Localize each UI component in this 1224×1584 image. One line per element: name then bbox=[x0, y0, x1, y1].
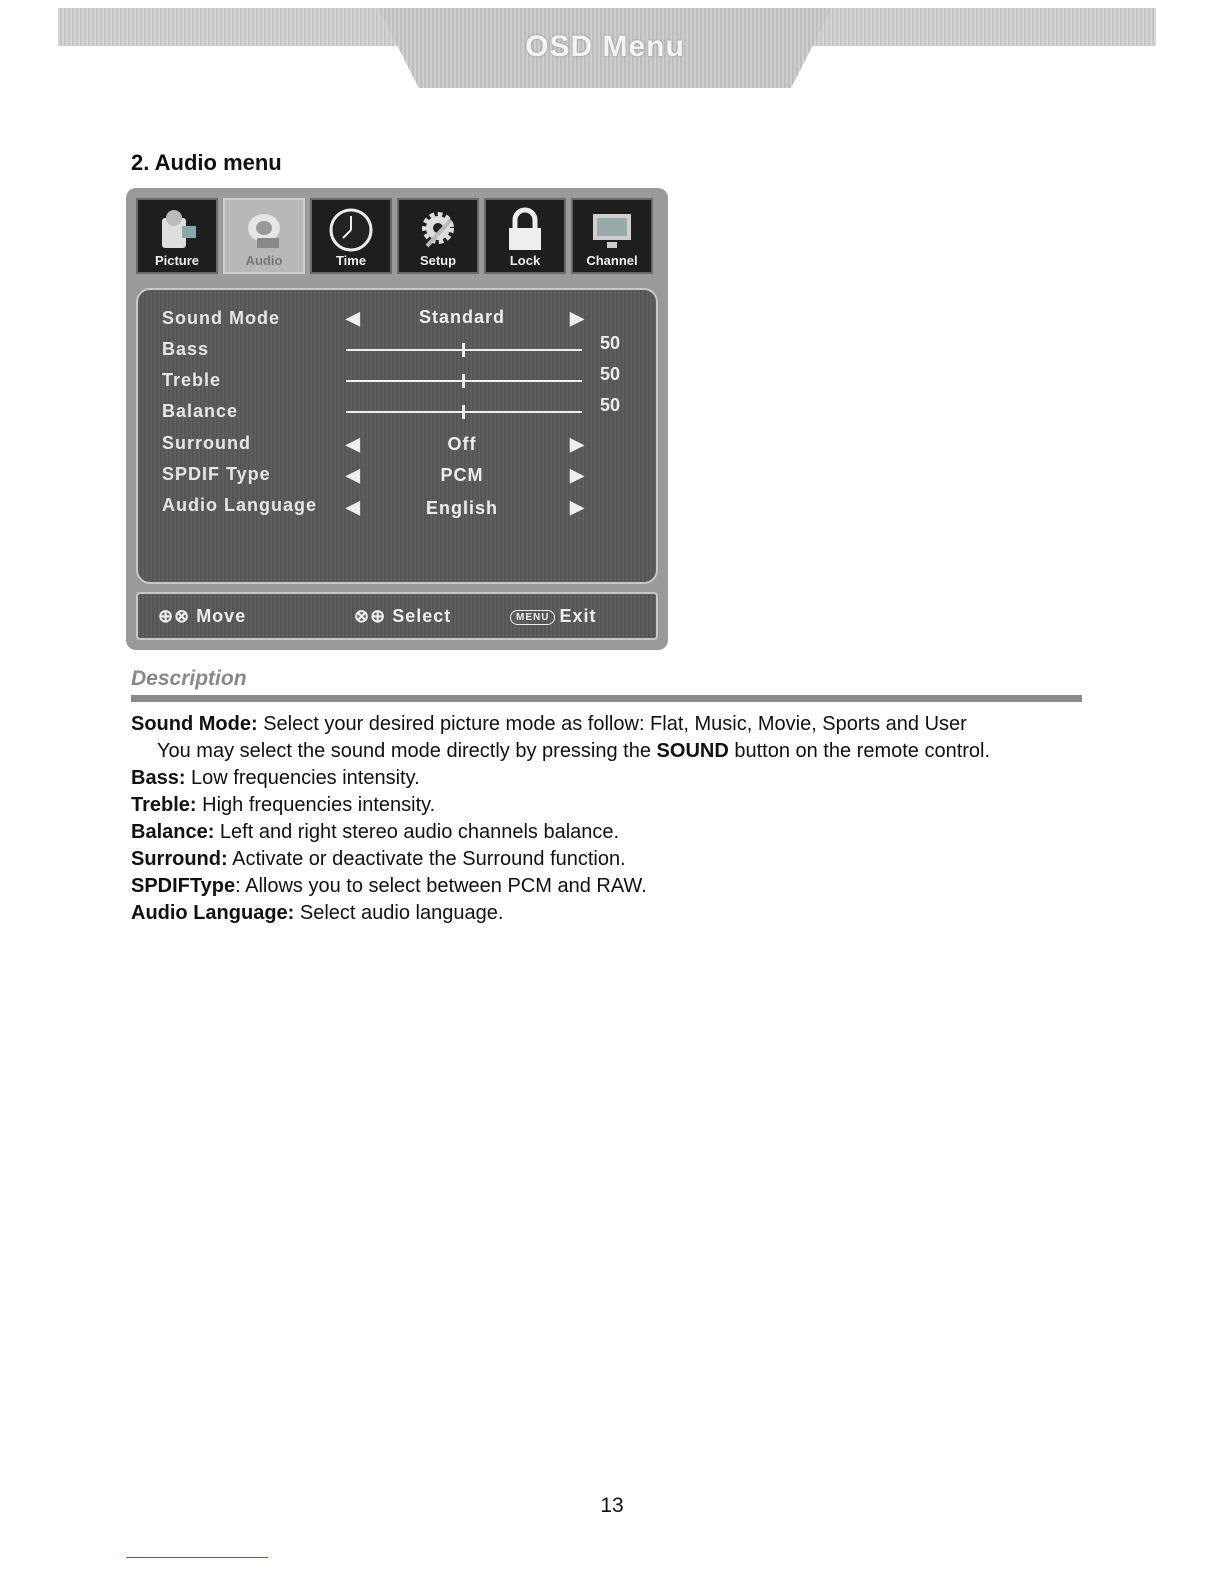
page-header-title: OSD Menu bbox=[525, 30, 685, 63]
left-arrow-icon[interactable]: ◀ bbox=[346, 497, 360, 517]
balance-slider[interactable] bbox=[346, 411, 582, 413]
definition: High frequencies intensity. bbox=[196, 794, 436, 816]
term: Treble: bbox=[131, 794, 197, 816]
gear-icon bbox=[413, 206, 463, 254]
balance-value: 50 bbox=[600, 395, 621, 415]
desc-balance bbox=[131, 819, 1091, 846]
page-number: 13 bbox=[600, 1494, 624, 1517]
monitor-icon bbox=[587, 206, 637, 254]
tab-time[interactable] bbox=[310, 198, 392, 274]
left-right-icon: ⊗⊕ bbox=[354, 606, 387, 626]
menu-key-icon: MENU bbox=[510, 610, 555, 625]
select-label: Select bbox=[392, 606, 452, 626]
definition: : Allows you to select between PCM and RAW. bbox=[235, 875, 647, 897]
exit-hint bbox=[510, 606, 596, 627]
term: Balance: bbox=[131, 821, 215, 843]
definition: Left and right stereo audio channels balance. bbox=[214, 821, 620, 843]
osd-screenshot bbox=[126, 188, 668, 650]
right-arrow-icon[interactable]: ▶ bbox=[570, 465, 584, 485]
note-text: button on the remote control. bbox=[728, 740, 991, 762]
slider-knob[interactable] bbox=[462, 374, 465, 388]
padlock-icon bbox=[500, 206, 550, 254]
exit-label: Exit bbox=[559, 606, 597, 626]
tab-label: Channel bbox=[586, 253, 638, 268]
right-arrow-icon[interactable]: ▶ bbox=[570, 434, 584, 454]
desc-audio-language bbox=[131, 900, 1091, 927]
left-arrow-icon[interactable]: ◀ bbox=[346, 434, 360, 454]
audio-language-label: Audio Language bbox=[162, 495, 317, 515]
audio-settings-panel bbox=[136, 288, 658, 584]
tab-lock[interactable] bbox=[484, 198, 566, 274]
move-label: Move bbox=[196, 606, 247, 626]
treble-slider[interactable] bbox=[346, 380, 582, 382]
term: Audio Language: bbox=[131, 902, 295, 924]
clock-icon bbox=[326, 206, 376, 254]
section-title: 2. Audio menu bbox=[131, 150, 282, 175]
description-heading: Description bbox=[131, 667, 247, 690]
treble-value: 50 bbox=[600, 364, 621, 384]
desc-surround bbox=[131, 846, 1091, 873]
spdif-type-value[interactable]: PCM bbox=[440, 465, 484, 485]
tab-channel[interactable] bbox=[571, 198, 653, 274]
up-down-icon: ⊕⊗ bbox=[158, 606, 191, 626]
right-arrow-icon[interactable]: ▶ bbox=[570, 497, 584, 517]
bass-slider[interactable] bbox=[346, 349, 582, 351]
spdif-type-label: SPDIF Type bbox=[162, 464, 271, 484]
right-arrow-icon[interactable]: ▶ bbox=[570, 308, 584, 328]
term: Sound Mode: bbox=[131, 713, 258, 735]
tab-label: Lock bbox=[509, 253, 541, 268]
tab-label: Time bbox=[335, 253, 367, 268]
bass-value: 50 bbox=[600, 333, 621, 353]
audio-language-value[interactable]: English bbox=[425, 498, 498, 518]
note-text: You may select the sound mode directly by pressing the bbox=[157, 740, 657, 762]
speaker-icon bbox=[239, 206, 289, 254]
bass-label: Bass bbox=[162, 339, 210, 359]
move-hint bbox=[158, 606, 246, 627]
description-body bbox=[131, 711, 1091, 927]
balance-label: Balance bbox=[162, 401, 239, 421]
tab-picture[interactable] bbox=[136, 198, 218, 274]
term: Surround: bbox=[131, 848, 228, 870]
tab-setup[interactable] bbox=[397, 198, 479, 274]
left-arrow-icon[interactable]: ◀ bbox=[346, 465, 360, 485]
definition: Select your desired picture mode as follow: Flat, Music, Movie, Sports and User bbox=[257, 713, 967, 735]
surround-label: Surround bbox=[162, 433, 251, 453]
desc-spdif bbox=[131, 873, 1091, 900]
desc-bass bbox=[131, 765, 1091, 792]
tab-label: Picture bbox=[154, 253, 200, 268]
definition: Select audio language. bbox=[294, 902, 504, 924]
tab-audio[interactable] bbox=[223, 198, 305, 274]
definition: Activate or deactivate the Surround function. bbox=[227, 848, 626, 870]
term: Bass: bbox=[131, 767, 186, 789]
description-divider bbox=[131, 695, 1082, 702]
camcorder-icon bbox=[152, 206, 202, 254]
osd-tab-bar bbox=[136, 198, 658, 276]
sound-mode-label: Sound Mode bbox=[162, 308, 280, 328]
definition: Low frequencies intensity. bbox=[185, 767, 420, 789]
desc-sound-mode bbox=[131, 711, 1091, 738]
tab-label: Setup bbox=[419, 253, 457, 268]
osd-footer bbox=[136, 592, 658, 640]
sound-mode-value[interactable]: Standard bbox=[418, 307, 505, 327]
slider-knob[interactable] bbox=[462, 343, 465, 357]
desc-sound-mode-note bbox=[131, 738, 1091, 765]
select-hint bbox=[354, 606, 451, 627]
term: SPDIFType bbox=[131, 875, 236, 897]
tab-label: Audio bbox=[245, 253, 283, 268]
left-arrow-icon[interactable]: ◀ bbox=[346, 308, 360, 328]
sound-key: SOUND bbox=[656, 740, 729, 762]
desc-treble bbox=[131, 792, 1091, 819]
surround-value[interactable]: Off bbox=[447, 434, 477, 454]
footer-rule bbox=[126, 1557, 268, 1558]
treble-label: Treble bbox=[162, 370, 222, 390]
slider-knob[interactable] bbox=[462, 405, 465, 419]
